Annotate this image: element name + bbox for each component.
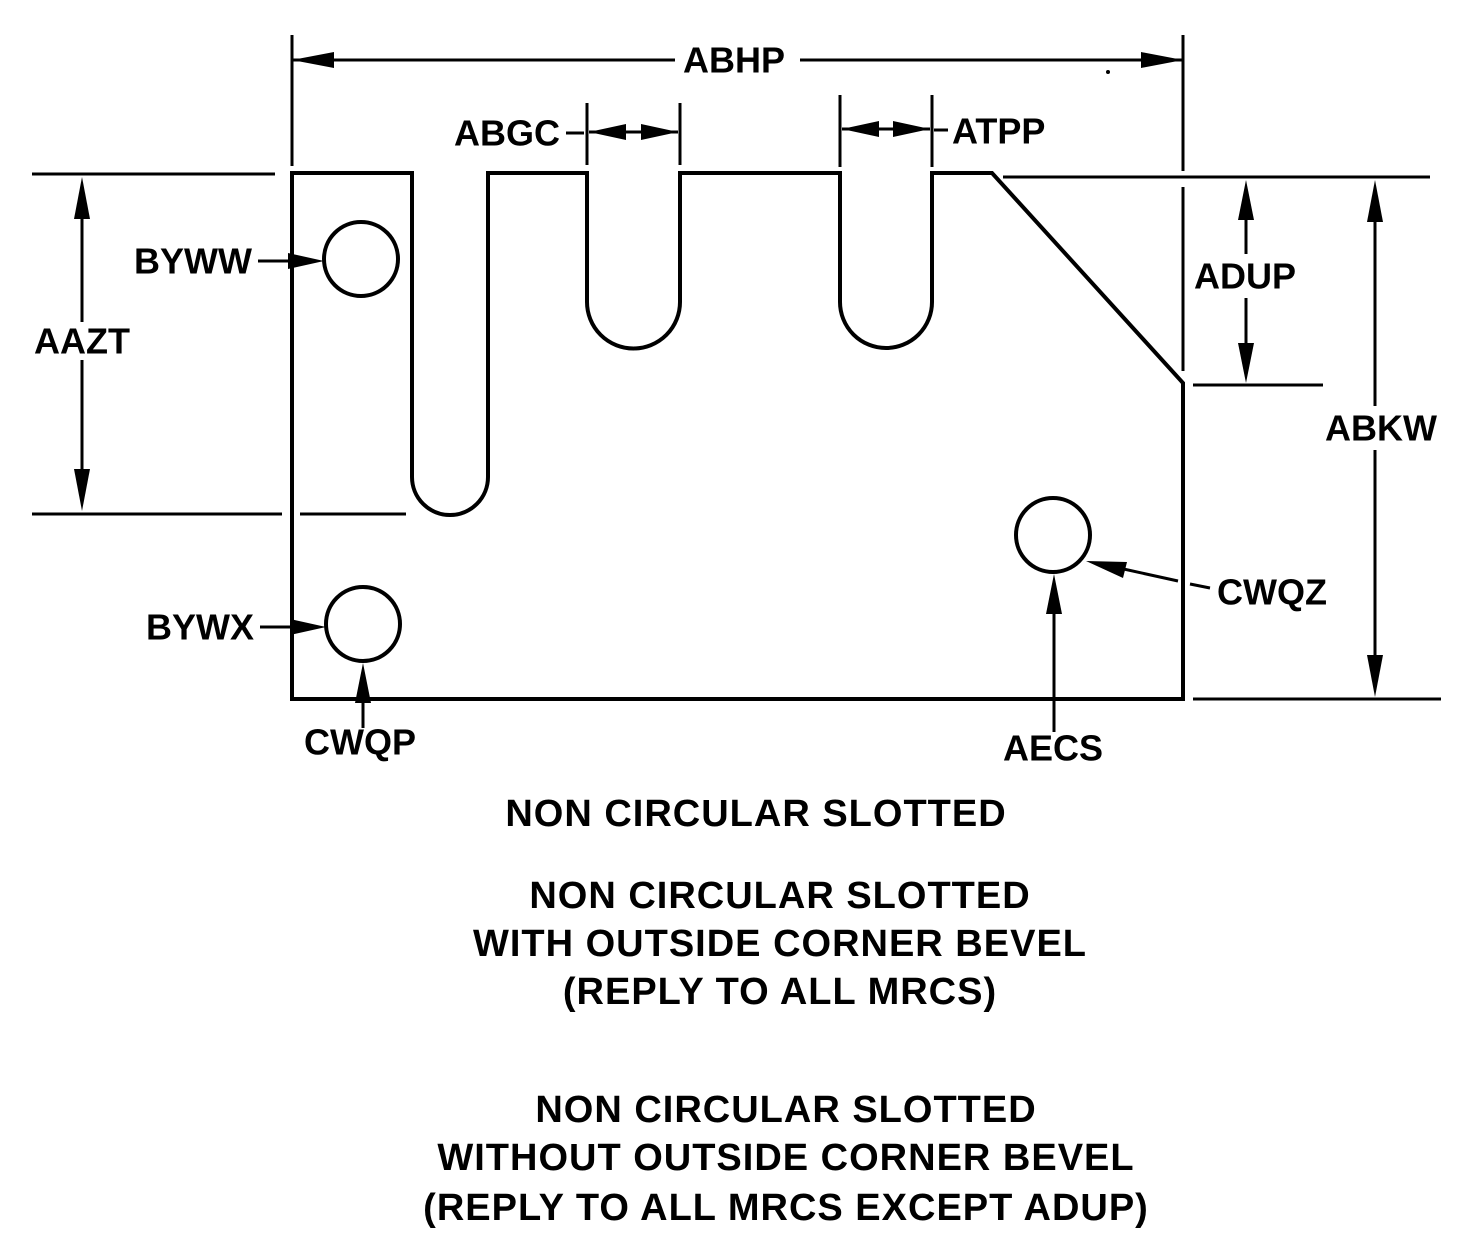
hole-cwqz [1016,498,1090,572]
aazt-arrow-up [74,177,90,219]
bywx-label: BYWX [146,606,254,648]
abgc-arrow-left [589,124,626,140]
adup-label: ADUP [1193,255,1297,297]
caption-title: NON CIRCULAR SLOTTED [505,793,1007,835]
byww-label: BYWW [134,240,252,282]
figure3-title-line2: WITHOUT OUTSIDE CORNER BEVEL [437,1137,1135,1179]
byww-arrow [288,253,324,269]
figure3-title-line1: NON CIRCULAR SLOTTED [535,1089,1037,1131]
adup-arrow-up [1238,180,1254,220]
cwqz-arrow [1086,561,1127,578]
atpp-arrow-right [893,121,930,137]
aecs-label: AECS [1002,727,1104,769]
abhp-label: ABHP [682,39,786,81]
abkw-arrow-up [1367,180,1383,222]
figure2-title-line3: (REPLY TO ALL MRCS) [562,971,998,1013]
aazt-arrow-down [74,469,90,511]
aazt-label: AAZT [34,320,130,362]
abkw-arrow-down [1367,655,1383,697]
figure2-title-line2: WITH OUTSIDE CORNER BEVEL [472,923,1088,965]
abgc-arrow-right [641,124,678,140]
figure2-title-line1: NON CIRCULAR SLOTTED [529,875,1031,917]
abgc-label: ABGC [454,112,560,154]
adup-arrow-down [1238,343,1254,383]
bywx-arrow [290,619,326,635]
stray-dot [1106,70,1110,74]
cwqz-label: CWQZ [1217,571,1327,613]
hole-byww [324,222,398,296]
atpp-arrow-left [842,121,879,137]
cwqp-label: CWQP [304,721,416,763]
cwqp-arrow [355,663,371,703]
figure3-title-line3: (REPLY TO ALL MRCS EXCEPT ADUP) [423,1187,1149,1229]
abhp-arrow-left [292,52,334,68]
abkw-label: ABKW [1325,407,1437,449]
abhp-arrow-right [1141,52,1183,68]
aecs-arrow [1046,574,1062,614]
cwqz-leader-dash [1190,584,1210,588]
hole-bywx [326,587,400,661]
atpp-label: ATPP [952,110,1046,152]
part-outline [292,173,1183,699]
